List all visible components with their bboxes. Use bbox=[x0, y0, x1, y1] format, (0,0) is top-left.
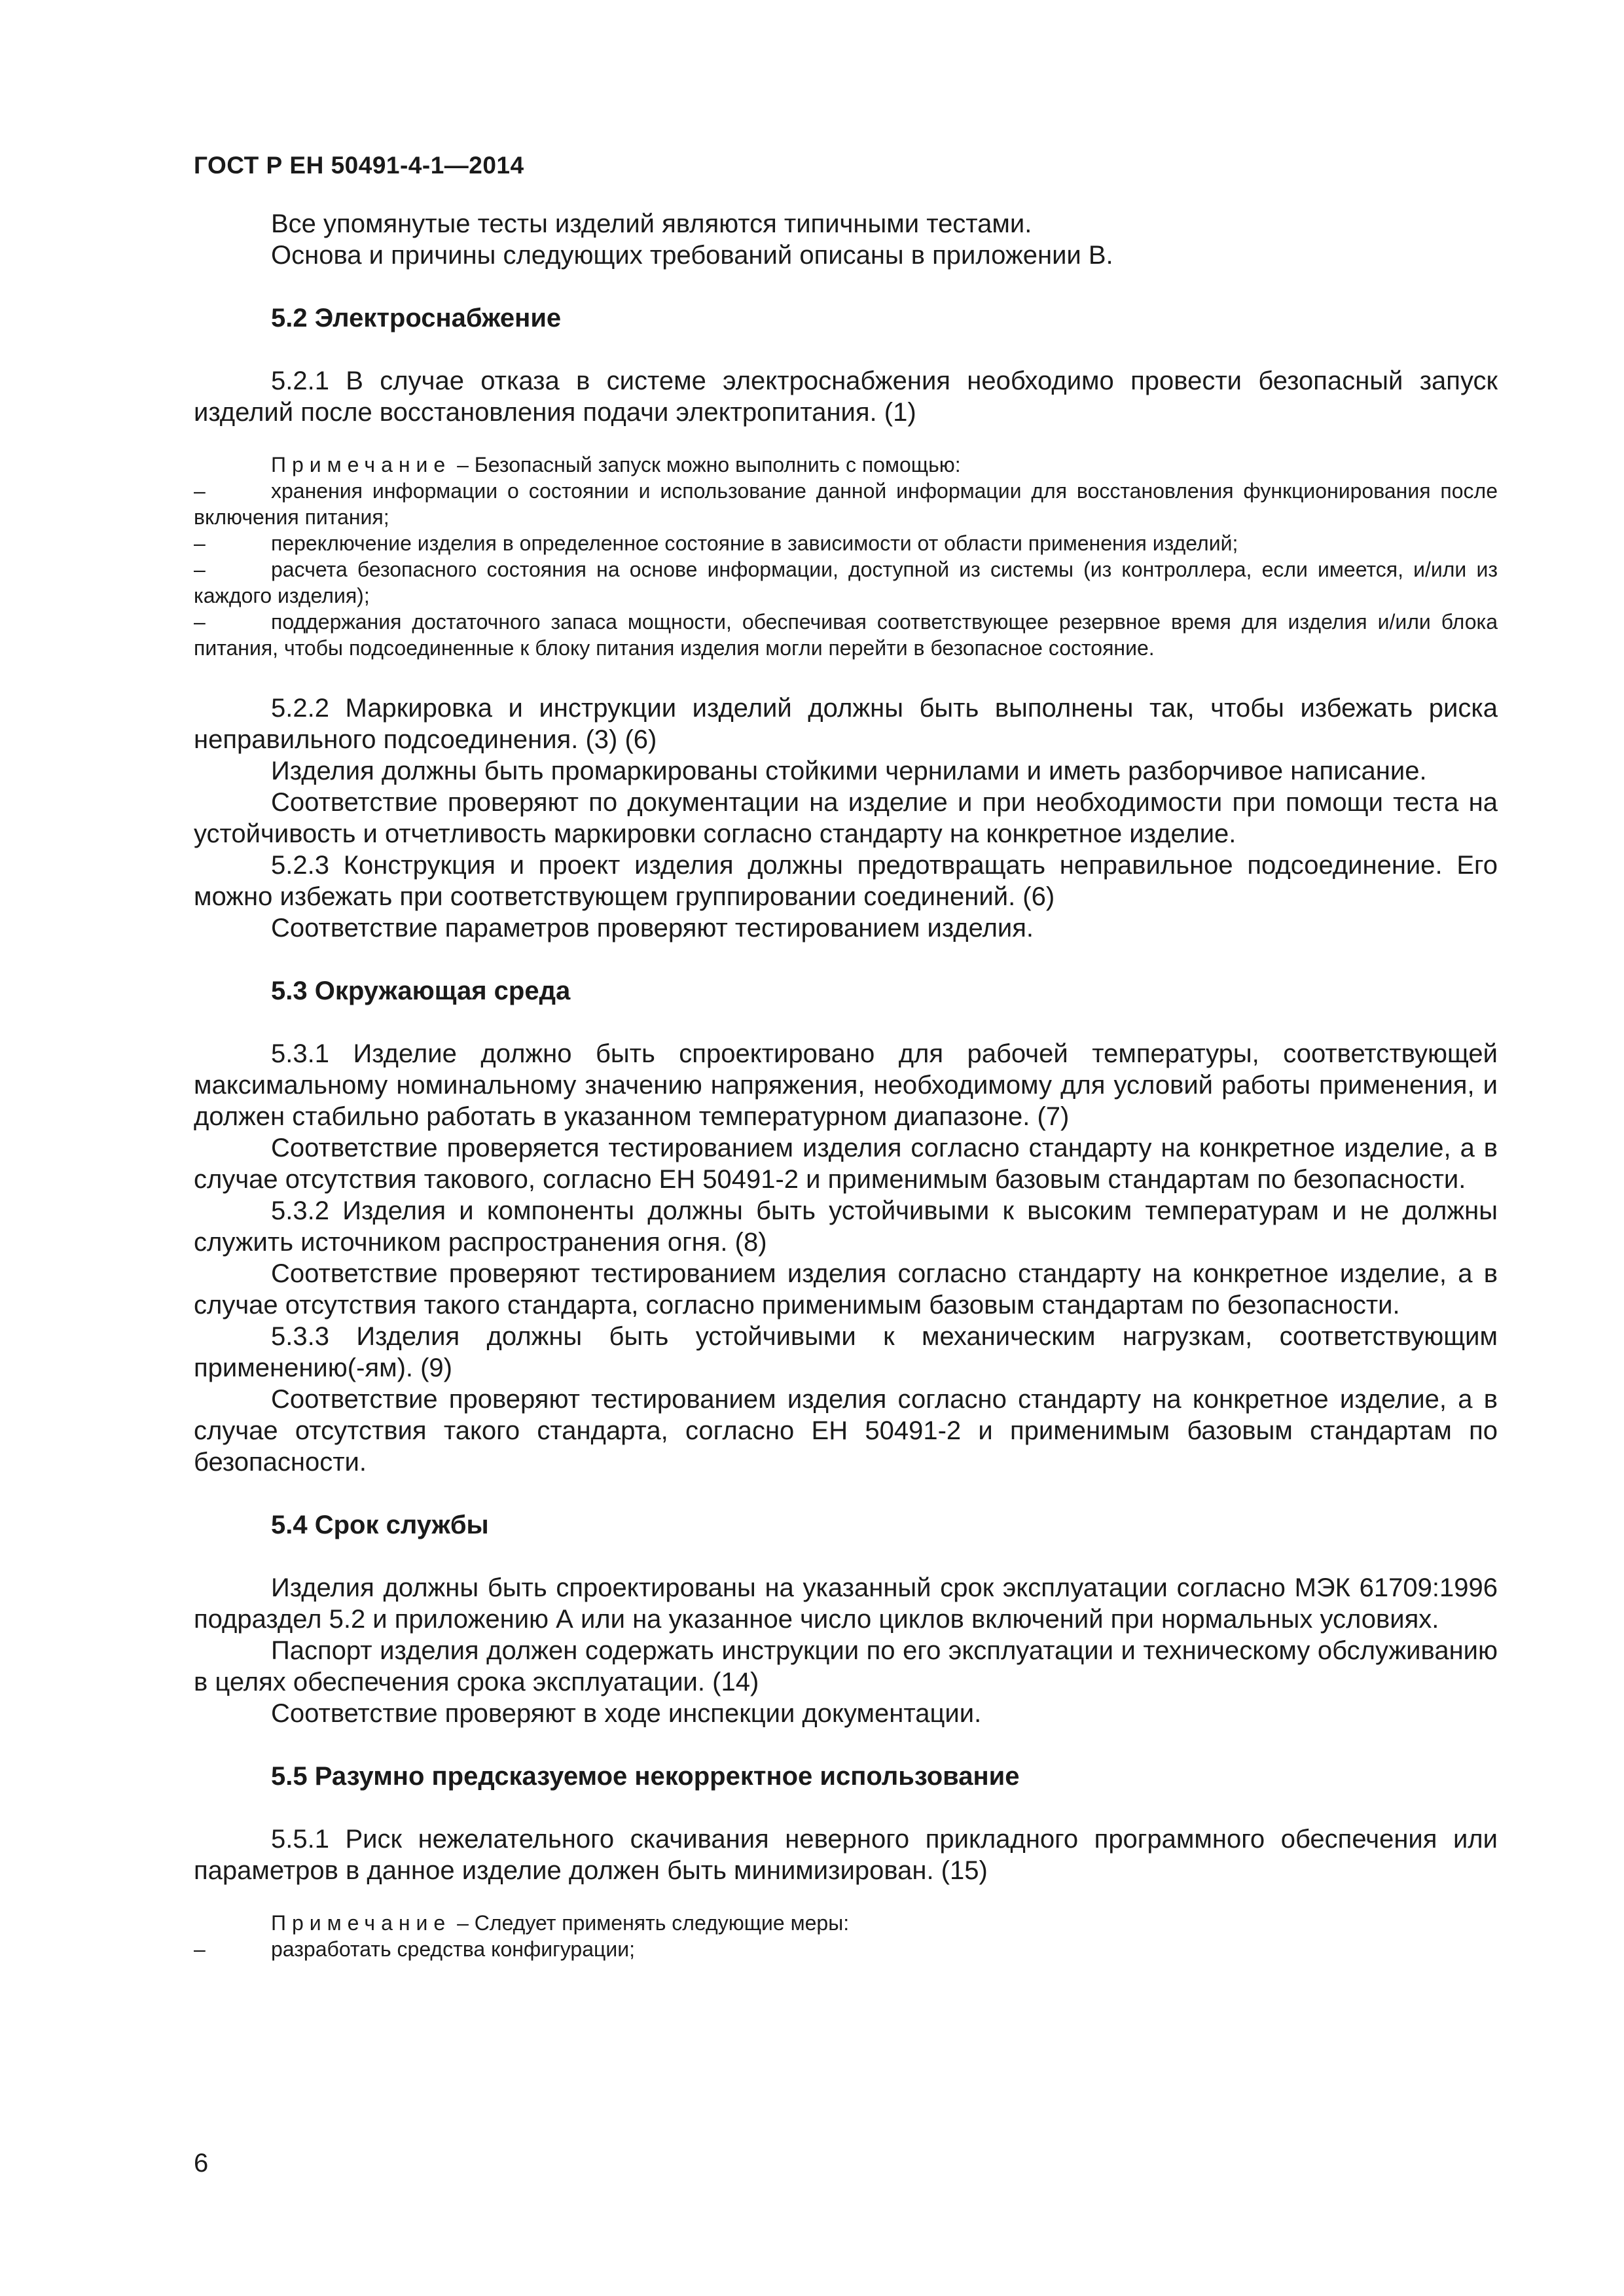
page-content bbox=[194, 208, 1498, 1962]
para-5-3-3: 5.3.3 Изделия должны быть устойчивыми к механическим нагрузкам, соответствующим применению(-ям). (9) bbox=[194, 1322, 1498, 1382]
intro-line-2: Основа и причины следующих требований описаны в приложении В. bbox=[271, 241, 1113, 270]
para-5-3-1: 5.3.1 Изделие должно быть спроектировано для рабочей температуры, соответствующей максимальному номинальному значению напряжения, необходимому для условий работы применения, и должен стабильно работать в указанном температурном диапазоне. (7) bbox=[194, 1039, 1498, 1131]
note-5-5-1 bbox=[194, 1910, 1498, 1962]
note-intro: – Следует применять следующие меры: bbox=[457, 1911, 850, 1935]
para-5-2-3: 5.2.3 Конструкция и проект изделия должны предотвращать неправильное подсоединение. Его можно избежать при соответствующем группировании соединений. (6) bbox=[194, 851, 1498, 911]
note-item: – переключение изделия в определенное состояние в зависимости от области применения изделий; bbox=[194, 531, 1238, 555]
para-5-4-3: Соответствие проверяют в ходе инспекции документации. bbox=[271, 1699, 982, 1728]
section-5-3-title: 5.3 Окружающая среда bbox=[271, 977, 571, 1005]
para-5-2-2: 5.2.2 Маркировка и инструкции изделий должны быть выполнены так, чтобы избежать риска неправильного подсоединения. (3) (6) bbox=[194, 694, 1498, 754]
page-number: 6 bbox=[194, 2149, 209, 2178]
note-5-2-1 bbox=[194, 452, 1498, 661]
note-item: – расчета безопасного состояния на основе информации, доступной из системы (из контроллера, если имеется, и/или из каждого изделия); bbox=[194, 558, 1498, 607]
para-5-3-2: 5.3.2 Изделия и компоненты должны быть устойчивыми к высоким температурам и не должны служить источником распространения огня. (8) bbox=[194, 1196, 1498, 1257]
para-5-3-3-compliance: Соответствие проверяют тестированием изделия согласно стандарту на конкретное изделие, а в случае отсутствия такого стандарта, согласно ЕН 50491-2 и применимым базовым стандартам по безопасности. bbox=[194, 1385, 1498, 1477]
note-header bbox=[194, 452, 1498, 478]
para-5-2-3-compliance: Соответствие параметров проверяют тестированием изделия. bbox=[271, 914, 1034, 942]
section-5-4-title: 5.4 Срок службы bbox=[271, 1511, 489, 1539]
para-5-5-1: 5.5.1 Риск нежелательного скачивания неверного прикладного программного обеспечения или параметров в данное изделие должен быть минимизирован. (15) bbox=[194, 1825, 1498, 1885]
para-5-3-2-compliance: Соответствие проверяют тестированием изделия согласно стандарту на конкретное изделие, а в случае отсутствия такого стандарта, согласно применимым базовым стандартам по безопасности. bbox=[194, 1259, 1498, 1319]
note-item: – хранения информации о состоянии и использование данной информации для восстановления функционирования после включения питания; bbox=[194, 479, 1498, 529]
intro-line-1: Все упомянутые тесты изделий являются типичными тестами. bbox=[271, 209, 1032, 238]
para-5-4-2: Паспорт изделия должен содержать инструкции по его эксплуатации и техническому обслуживанию в целях обеспечения срока эксплуатации. (14) bbox=[194, 1636, 1498, 1696]
note-intro: – Безопасный запуск можно выполнить с помощью: bbox=[457, 453, 961, 476]
note-header bbox=[194, 1910, 1498, 1936]
standard-header: ГОСТ Р ЕН 50491-4-1—2014 bbox=[194, 152, 524, 179]
section-5-2-title: 5.2 Электроснабжение bbox=[271, 304, 562, 332]
note-label: Примечание bbox=[271, 453, 452, 476]
para-5-4-1: Изделия должны быть спроектированы на указанный срок эксплуатации согласно МЭК 61709:1996 подраздел 5.2 и приложению А или на указанное число циклов включений при нормальных условиях. bbox=[194, 1573, 1498, 1634]
note-item: – поддержания достаточного запаса мощности, обеспечивая соответствующее резервное время для изделия и/или блока питания, чтобы подсоединенные к блоку питания изделия могли перейти в безопасное состояние. bbox=[194, 610, 1498, 660]
para-5-2-2-compliance: Соответствие проверяют по документации на изделие и при необходимости при помощи теста на устойчивость и отчетливость маркировки согласно стандарту на конкретное изделие. bbox=[194, 788, 1498, 848]
note-label: Примечание bbox=[271, 1911, 452, 1935]
note-item: – разработать средства конфигурации; bbox=[194, 1937, 635, 1961]
para-5-3-1-compliance: Соответствие проверяется тестированием изделия согласно стандарту на конкретное изделие, а в случае отсутствия такового, согласно ЕН 50491-2 и применимым базовым стандартам по безопасности. bbox=[194, 1134, 1498, 1194]
para-5-2-2-marking: Изделия должны быть промаркированы стойкими чернилами и иметь разборчивое написание. bbox=[271, 757, 1427, 785]
section-5-5-title: 5.5 Разумно предсказуемое некорректное использование bbox=[271, 1762, 1020, 1791]
para-5-2-1: 5.2.1 В случае отказа в системе электроснабжения необходимо провести безопасный запуск изделий после восстановления подачи электропитания. (1) bbox=[194, 367, 1498, 427]
